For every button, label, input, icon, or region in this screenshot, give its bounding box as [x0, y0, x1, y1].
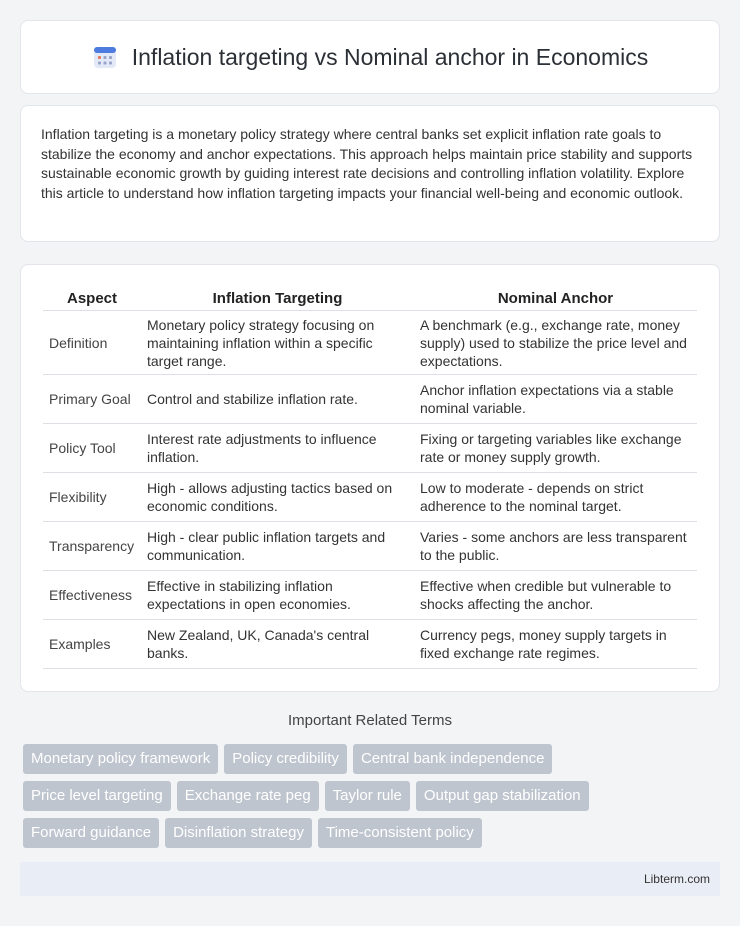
calendar-grid-icon	[92, 44, 118, 70]
tag-policy-credibility[interactable]: Policy credibility	[224, 744, 347, 774]
tag-monetary-policy-framework[interactable]: Monetary policy framework	[23, 744, 218, 774]
nominal-anchor-cell: Varies - some anchors are less transparent to the public.	[414, 522, 697, 571]
tag-exchange-rate-peg[interactable]: Exchange rate peg	[177, 781, 319, 811]
table-header-row	[43, 283, 697, 311]
tag-row	[23, 818, 723, 848]
table-row	[43, 473, 697, 522]
aspect-cell: Primary Goal	[43, 375, 141, 424]
nominal-anchor-cell: Effective when credible but vulnerable to shocks affecting the anchor.	[414, 571, 697, 620]
nominal-anchor-cell: Anchor inflation expectations via a stable nominal variable.	[414, 375, 697, 424]
inflation-targeting-cell: High - clear public inflation targets and communication.	[141, 522, 414, 571]
nominal-anchor-cell: A benchmark (e.g., exchange rate, money supply) used to stabilize the price level and expectations.	[414, 311, 697, 375]
comparison-table	[43, 283, 697, 669]
intro-card	[20, 105, 720, 242]
column-header-nominal-anchor: Nominal Anchor	[414, 283, 697, 311]
nominal-anchor-cell: Currency pegs, money supply targets in fixed exchange rate regimes.	[414, 620, 697, 669]
intro-text: Inflation targeting is a monetary policy strategy where central banks set explicit inflation rate goals to stabilize the economy and anchor expectations. This approach helps maintain price stability and supports sustainable economic growth by guiding interest rate decisions and controlling inflation volatility. Explore this article to understand how inflation targeting impacts your financial well-being and economic outlook.	[41, 126, 693, 201]
tag-disinflation-strategy[interactable]: Disinflation strategy	[165, 818, 312, 848]
nominal-anchor-cell: Low to moderate - depends on strict adherence to the nominal target.	[414, 473, 697, 522]
related-terms-list	[23, 744, 723, 855]
tag-central-bank-independence[interactable]: Central bank independence	[353, 744, 552, 774]
tag-taylor-rule[interactable]: Taylor rule	[325, 781, 410, 811]
table-row	[43, 424, 697, 473]
aspect-cell: Transparency	[43, 522, 141, 571]
tag-row	[23, 781, 723, 811]
inflation-targeting-cell: New Zealand, UK, Canada's central banks.	[141, 620, 414, 669]
inflation-targeting-cell: Effective in stabilizing inflation expectations in open economies.	[141, 571, 414, 620]
header-card	[20, 20, 720, 94]
aspect-cell: Examples	[43, 620, 141, 669]
aspect-cell: Effectiveness	[43, 571, 141, 620]
inflation-targeting-cell: Monetary policy strategy focusing on maintaining inflation within a specific target range.	[141, 311, 414, 375]
tag-forward-guidance[interactable]: Forward guidance	[23, 818, 159, 848]
tag-row	[23, 744, 723, 774]
comparison-table-card	[20, 264, 720, 692]
table-row	[43, 571, 697, 620]
inflation-targeting-cell: Control and stabilize inflation rate.	[141, 375, 414, 424]
column-header-inflation-targeting: Inflation Targeting	[141, 283, 414, 311]
aspect-cell: Flexibility	[43, 473, 141, 522]
aspect-cell: Policy Tool	[43, 424, 141, 473]
tag-output-gap-stabilization[interactable]: Output gap stabilization	[416, 781, 589, 811]
aspect-cell: Definition	[43, 311, 141, 375]
page-title: Inflation targeting vs Nominal anchor in Economics	[131, 43, 649, 70]
tag-time-consistent-policy[interactable]: Time-consistent policy	[318, 818, 482, 848]
table-row	[43, 620, 697, 669]
table-row	[43, 375, 697, 424]
related-terms-heading: Important Related Terms	[288, 712, 452, 729]
inflation-targeting-cell: High - allows adjusting tactics based on economic conditions.	[141, 473, 414, 522]
footer	[20, 862, 720, 896]
tag-price-level-targeting[interactable]: Price level targeting	[23, 781, 171, 811]
nominal-anchor-cell: Fixing or targeting variables like exchange rate or money supply growth.	[414, 424, 697, 473]
table-row	[43, 522, 697, 571]
table-row	[43, 311, 697, 375]
inflation-targeting-cell: Interest rate adjustments to influence inflation.	[141, 424, 414, 473]
footer-site-link[interactable]: Libterm.com	[643, 872, 710, 886]
column-header-aspect: Aspect	[43, 283, 141, 311]
